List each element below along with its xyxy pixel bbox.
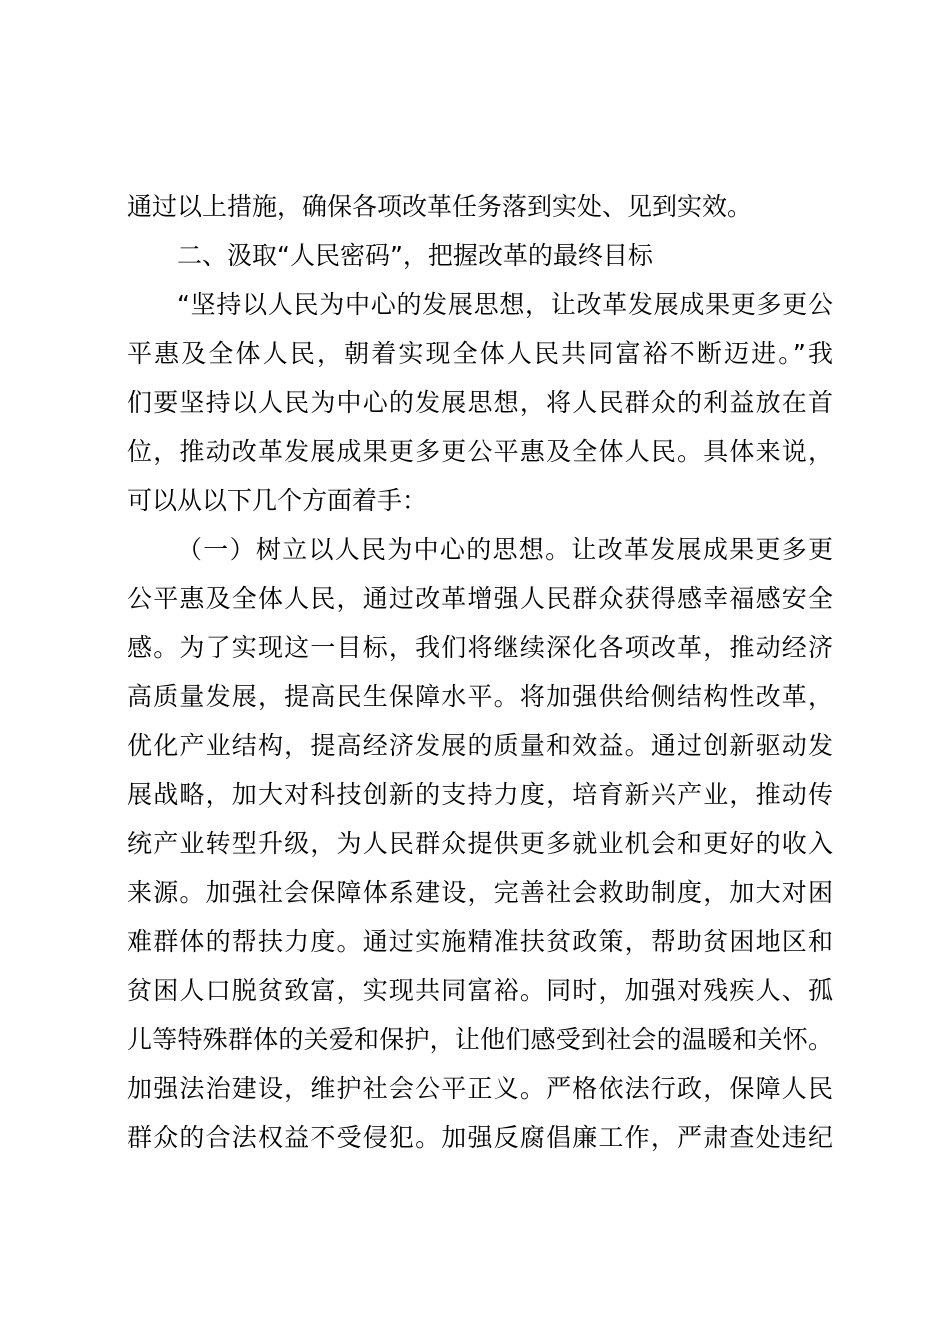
paragraph-line: 通过以上措施，确保各项改革任务落到实处、见到实效。 (127, 192, 753, 221)
paragraph-line: 展战略，加大对科技创新的支持力度，培育新兴产业，推动传 (127, 780, 833, 809)
paragraph-line: 感。为了实现这一目标，我们将继续深化各项改革，推动经济 (127, 633, 833, 662)
paragraph-line: 优化产业结构，提高经济发展的质量和效益。通过创新驱动发 (127, 731, 833, 760)
paragraph-line: 们要坚持以人民为中心的发展思想，将人民群众的利益放在首 (127, 388, 833, 417)
paragraph-line: “坚持以人民为中心的发展思想，让改革发展成果更多更公 (177, 290, 833, 319)
paragraph-line: 公平惠及全体人民，通过改革增强人民群众获得感幸福感安全 (127, 584, 833, 613)
paragraph-line: 难群体的帮扶力度。通过实施精准扶贫政策，帮助贫困地区和 (127, 927, 833, 956)
paragraph-line: 加强法治建设，维护社会公平正义。严格依法行政，保障人民 (127, 1074, 833, 1103)
document-body (127, 182, 833, 1162)
paragraph-line: 来源。加强社会保障体系建设，完善社会救助制度，加大对困 (127, 878, 833, 907)
paragraph-line: 儿等特殊群体的关爱和保护，让他们感受到社会的温暖和关怀。 (127, 1025, 833, 1054)
paragraph-line: 高质量发展，提高民生保障水平。将加强供给侧结构性改革， (127, 682, 833, 711)
section-heading: 二、汲取“人民密码”，把握改革的最终目标 (177, 241, 653, 270)
paragraph-line: 统产业转型升级，为人民群众提供更多就业机会和更好的收入 (127, 829, 833, 858)
paragraph-line: 位，推动改革发展成果更多更公平惠及全体人民。具体来说， (127, 437, 833, 466)
subsection-heading-line: （一）树立以人民为中心的思想。让改革发展成果更多更 (177, 535, 833, 564)
paragraph-line: 贫困人口脱贫致富，实现共同富裕。同时，加强对残疾人、孤 (127, 976, 833, 1005)
paragraph-line: 平惠及全体人民，朝着实现全体人民共同富裕不断迈进。”我 (127, 339, 833, 368)
paragraph-line: 可以从以下几个方面着手： (127, 486, 428, 515)
paragraph-line: 群众的合法权益不受侵犯。加强反腐倡廉工作，严肃查处违纪 (127, 1123, 833, 1152)
